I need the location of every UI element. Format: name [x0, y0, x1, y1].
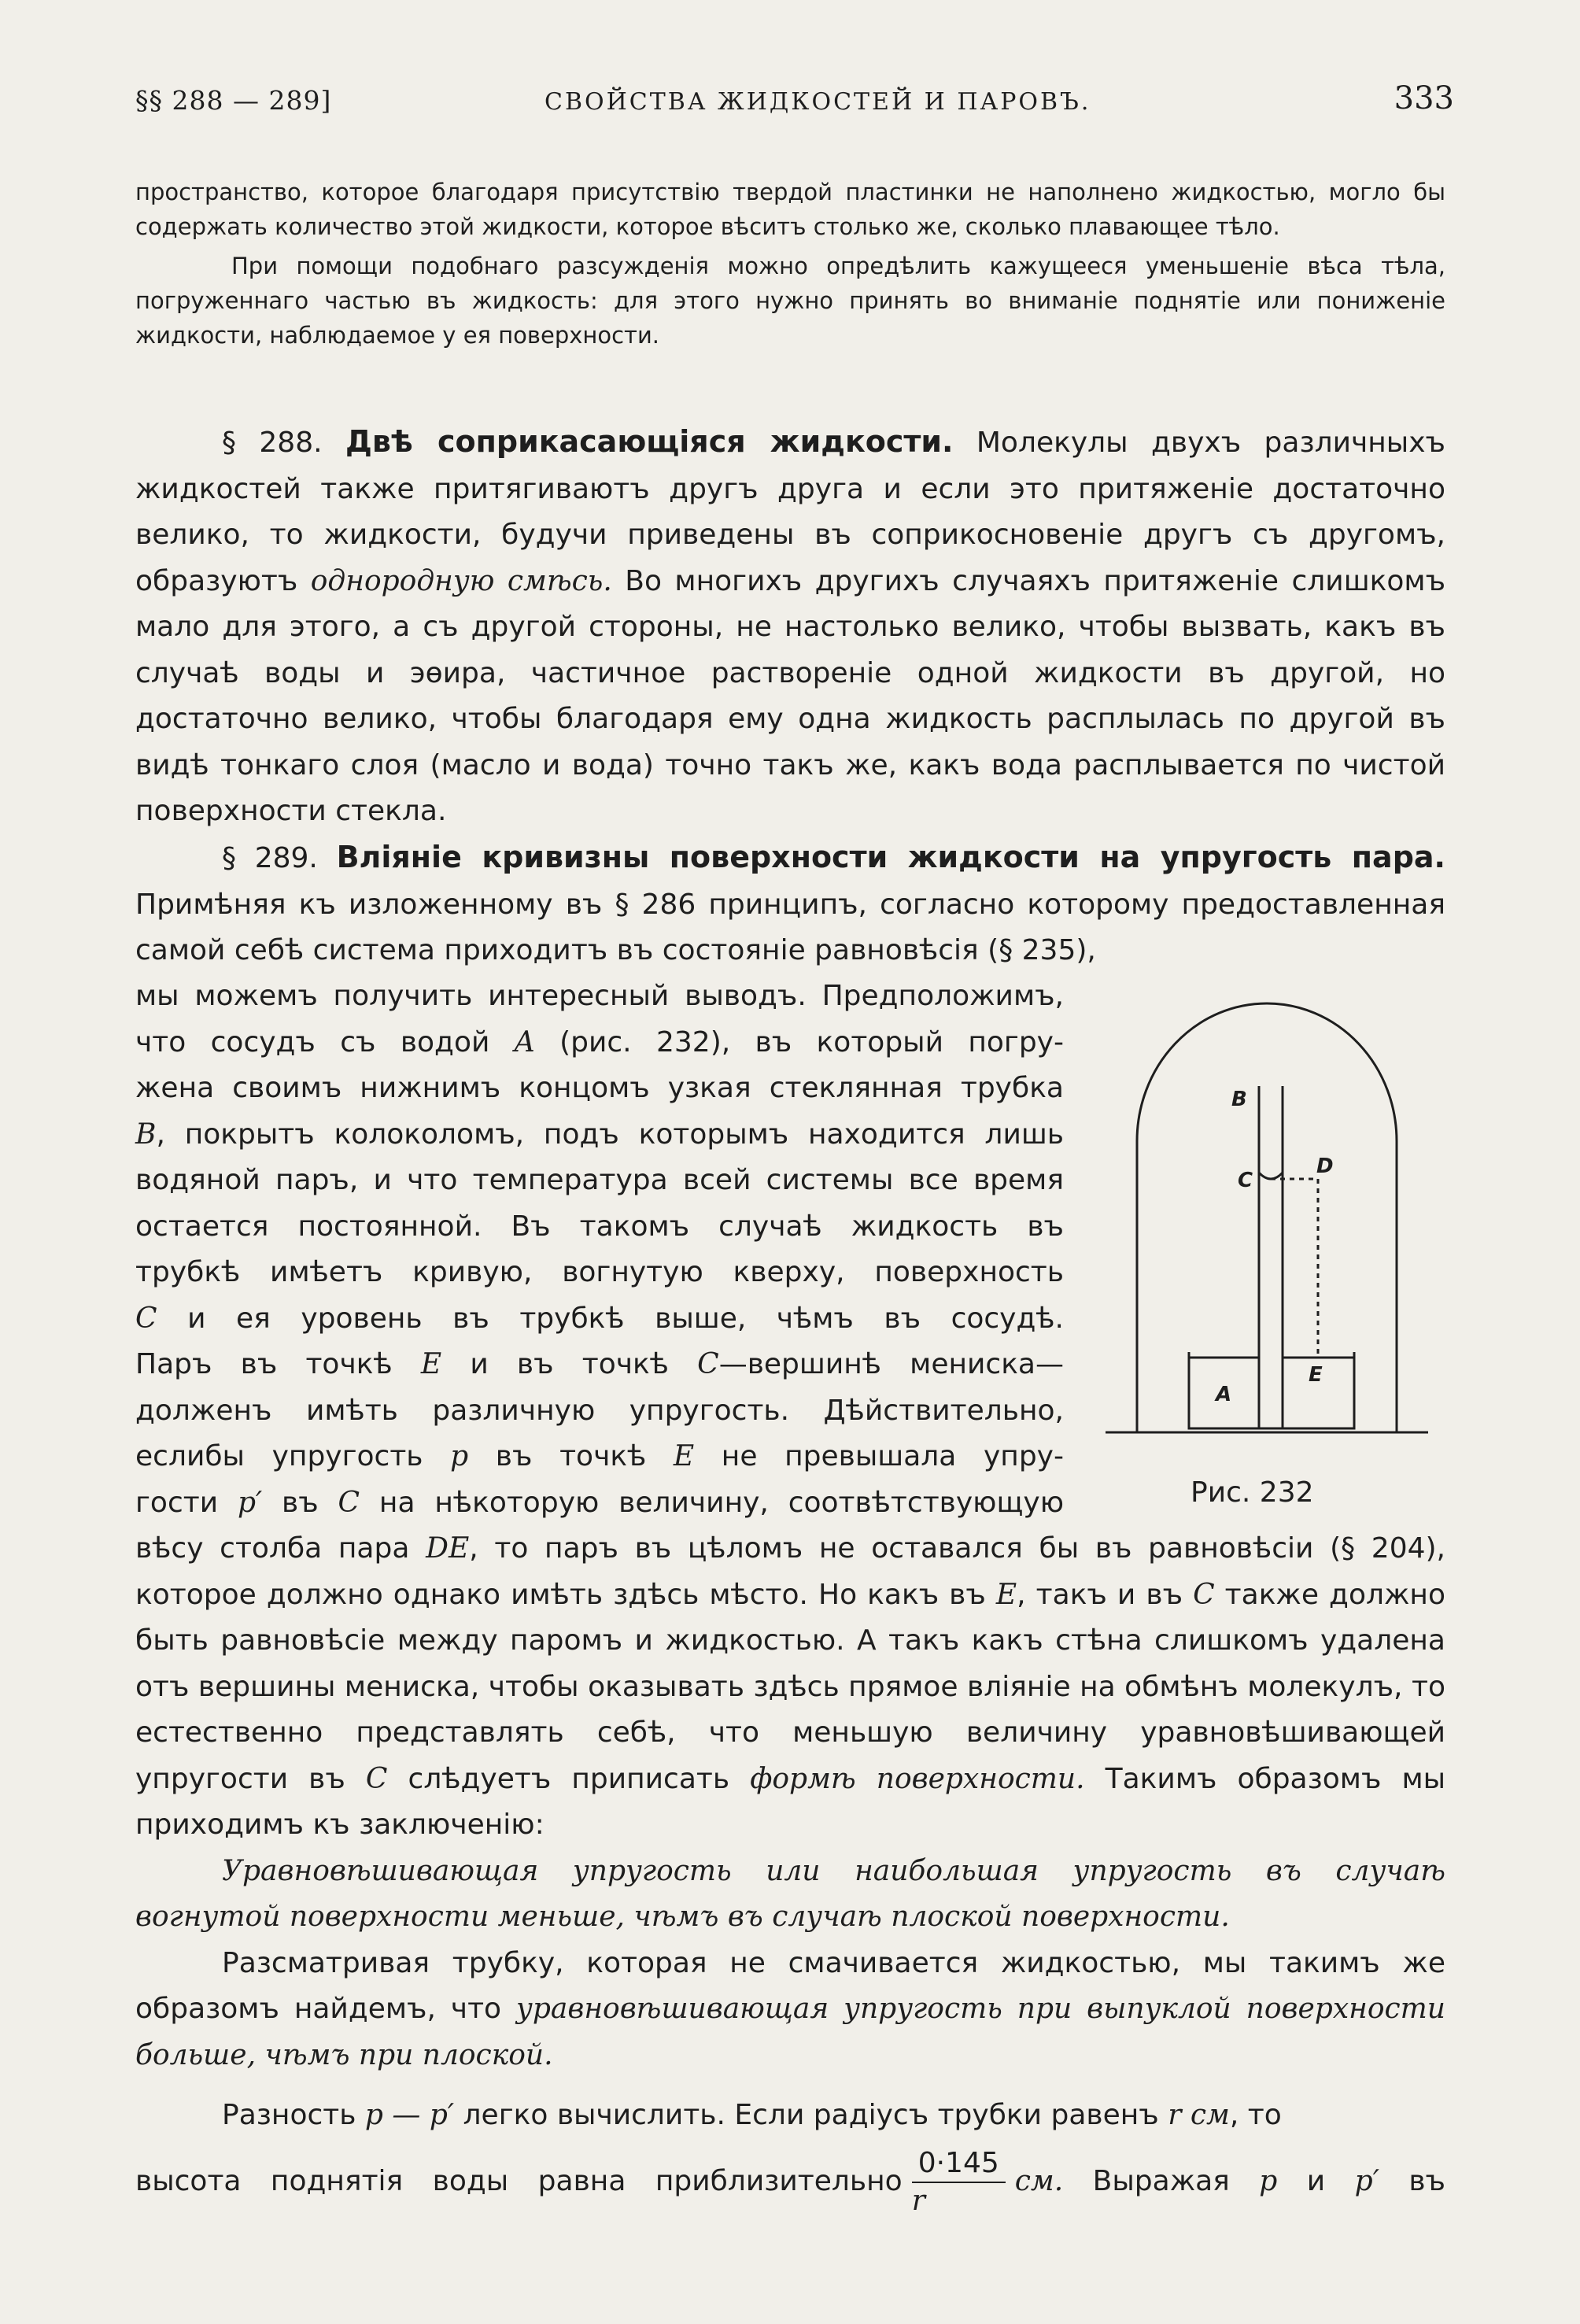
vessel-a: [1189, 1352, 1354, 1428]
label-d: D: [1316, 1155, 1334, 1178]
fraction: $\frac{0\cdot 145}{r}$: [912, 2145, 1006, 2219]
figure-caption: Рис. 232: [1191, 1476, 1314, 1509]
label-a: A: [1216, 1383, 1232, 1406]
section-289-wrapped-text: [135, 974, 1064, 1526]
text-line: мы можемъ получить интересный выводъ. Предположимъ,: [135, 980, 1064, 1012]
text-line: долженъ имѣть различную упругость. Дѣйствительно,: [135, 1394, 1064, 1427]
section-288-title: Двѣ соприкасающіяся жидкости.: [345, 424, 954, 459]
section-288-number: § 288.: [222, 427, 323, 459]
text-line: что сосудъ съ водой A (рис. 232), въ который погру-: [135, 1025, 1064, 1059]
section-289-number: § 289.: [222, 842, 318, 874]
text-line: остается постоянной. Въ такомъ случаѣ жидкость въ: [135, 1210, 1064, 1243]
convex-paragraph: Разсматривая трубку, которая не смачивается жидкостью, мы такимъ же образомъ найдемъ, что уравновѣшивающая упругость при выпуклой поверхности больше, чѣмъ при плоской.: [135, 1946, 1445, 2071]
section-289-intro: § 289. Вліяніе кривизны поверхности жидкости на упругость пара. Примѣняя къ изложенному въ § 286 принципъ, согласно которому предоставленная самой себѣ система приходитъ въ состояніе равновѣсія (§ 235),: [135, 840, 1445, 966]
label-b: B: [1231, 1088, 1247, 1111]
intro-paragraph-1: пространство, которое благодаря присутствію твердой пластинки не наполнено жидкостью, могло бы содержать количество этой жидкости, которое вѣситъ столько же, сколько плавающее тѣло.: [135, 179, 1445, 240]
text-line: гости p′ въ C на нѣкоторую величину, соотвѣтствующую: [135, 1486, 1065, 1519]
bell-jar-outline: [1137, 1003, 1397, 1432]
page-number: 333: [1394, 80, 1454, 116]
section-289-continued: [135, 1526, 1445, 2219]
height-formula-line: высота поднятія воды равна приблизительно $\frac{0\cdot 145}{r}$ см. Выражая p и p′ въ: [135, 2145, 1445, 2219]
text-line: водяной паръ, и что температура всей системы все время: [135, 1164, 1064, 1196]
intro-text: [135, 175, 1445, 353]
section-289-title: Вліяніе кривизны поверхности жидкости на упругость пара.: [336, 840, 1445, 874]
text-line: трубкѣ имѣетъ кривую, вогнутую кверху, поверхность: [135, 1256, 1064, 1288]
running-header: [135, 80, 1454, 132]
text-line: еслибы упругость p въ точкѣ E не превышала упру-: [135, 1440, 1064, 1472]
difference-paragraph: Разность p — p′ легко вычислить. Если радіусъ трубки равенъ r см, то: [222, 2099, 1282, 2131]
header-sections: §§ 288 — 289]: [135, 85, 332, 116]
text-line: C и ея уровень въ трубкѣ выше, чѣмъ въ сосудѣ.: [135, 1302, 1064, 1335]
label-e: E: [1309, 1363, 1323, 1387]
section-289: [135, 834, 1445, 974]
section-288-paragraph: § 288. Двѣ соприкасающіяся жидкости. Молекулы двухъ различныхъ жидкостей также притягиваютъ другъ друга и если это притяженіе достаточно велико, то жидкости, будучи приведены въ соприкосновеніе другъ съ другомъ, образуютъ однородную смѣсь. Во многихъ другихъ случаяхъ притяженіе слишкомъ мало для этого, а съ другой стороны, не настолько велико, чтобы вызвать, какъ въ случаѣ воды и эѳира, частичное раствореніе одной жидкости въ другой, но достаточно велико, чтобы благодаря ему одна жидкость расплылась по другой въ видѣ тонкаго слоя (масло и вода) точно такъ же, какъ вода расплывается по чистой поверхности стекла.: [135, 424, 1446, 827]
label-c: C: [1238, 1169, 1253, 1192]
header-title: СВОЙСТВА ЖИДКОСТЕЙ И ПАРОВЪ.: [545, 88, 1091, 116]
figure-232-bell-jar: [1106, 984, 1428, 1440]
text-line: жена своимъ нижнимъ концомъ узкая стеклянная трубка: [135, 1072, 1064, 1104]
section-288: [135, 419, 1445, 835]
law-concave-statement: Уравновѣшивающая упругость или наибольшая упругость въ случаѣ вогнутой поверхности меньше, чѣмъ въ случаѣ плоской поверхности.: [135, 1854, 1445, 1933]
intro-paragraph-2: При помощи подобнаго разсужденія можно опредѣлить кажущееся уменьшеніе вѣса тѣла, погруженнаго частью въ жидкость: для этого нужно принять во вниманіе поднятіе или пониженіе жидкости, наблюдаемое у ея поверхности.: [135, 253, 1445, 349]
section-289-continued-paragraph: вѣсу столба пара DE, то паръ въ цѣломъ не оставался бы въ равновѣсіи (§ 204), которое должно однако имѣть здѣсь мѣсто. Но какъ въ E, такъ и въ C также должно быть равновѣсіе между паромъ и жидкостью. А такъ какъ стѣна слишкомъ удалена отъ вершины мениска, чтобы оказывать здѣсь прямое вліяніе на обмѣнъ молекулъ, то естественно представлять себѣ, что меньшую величину уравновѣшивающей упругости въ C слѣдуетъ приписать формѣ поверхности. Такимъ образомъ мы приходимъ къ заключенію:: [135, 1532, 1446, 1841]
text-line: Паръ въ точкѣ E и въ точкѣ C—вершинѣ мениска—: [135, 1348, 1064, 1380]
text-line: B, покрытъ колоколомъ, подъ которымъ находится лишь: [135, 1118, 1064, 1151]
